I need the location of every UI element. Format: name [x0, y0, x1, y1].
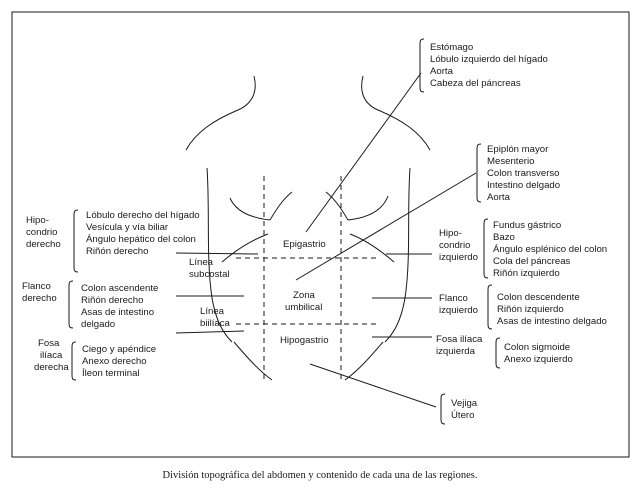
hipocondrio-derecho-name-3: derecho [26, 239, 61, 250]
zona-umbilical-label-2: umbilical [285, 302, 323, 313]
list-item: Riñón izquierdo [493, 268, 560, 279]
content-hipogastrio [451, 398, 478, 421]
flanco-izquierdo-name-2: izquierdo [439, 305, 478, 316]
linea-subcostal-label-2: subcostal [189, 269, 230, 280]
epigastrio-label: Epigastrio [283, 239, 326, 250]
linea-biiliaca-label-2: biilíaca [200, 318, 230, 329]
content-umbilical [487, 144, 560, 203]
list-item: Cola del páncreas [493, 256, 571, 267]
list-item: Mesenterio [487, 156, 535, 167]
list-item: Epiplón mayor [487, 144, 549, 155]
list-item: Cabeza del páncreas [430, 78, 521, 89]
list-item: Ángulo hepático del colon [86, 234, 196, 245]
list-item: Útero [451, 410, 475, 421]
content-fosa-iliaca-izquierda [504, 342, 573, 365]
hipocondrio-izquierdo-name-1: Hipo- [439, 228, 462, 239]
pointer-lines [176, 73, 476, 407]
zona-umbilical-label-1: Zona [293, 290, 315, 301]
list-item: Fundus gástrico [493, 220, 562, 231]
content-fosa-iliaca-derecha [82, 344, 156, 379]
flanco-izquierdo-name-1: Flanco [439, 293, 468, 304]
hipocondrio-derecho-name-2: condrio [26, 227, 58, 238]
fosa-iliaca-derecha-name-1: Fosa [38, 338, 60, 349]
list-item: Riñón derecho [81, 295, 144, 306]
list-item: Lóbulo derecho del hígado [86, 210, 200, 221]
list-item: Colon ascendente [81, 283, 159, 294]
hipocondrio-izquierdo-name-3: izquierdo [439, 252, 478, 263]
content-hipocondrio-derecho [86, 210, 200, 257]
content-flanco-izquierdo [497, 292, 607, 327]
fosa-iliaca-izquierda-name-1: Fosa ilíaca [436, 334, 483, 345]
list-item: Riñón izquierdo [497, 304, 564, 315]
list-item: Estómago [430, 42, 474, 53]
list-item: Aorta [487, 192, 510, 203]
list-item: Riñón derecho [86, 246, 149, 257]
list-item: Asas de intestino [81, 307, 155, 318]
list-item: Anexo izquierdo [504, 354, 573, 365]
list-item: Aorta [430, 66, 453, 77]
list-item: Íleon terminal [82, 368, 140, 379]
list-item: delgado [81, 319, 116, 330]
list-item: Colon sigmoide [504, 342, 571, 353]
list-item: Colon transverso [487, 168, 560, 179]
content-epigastrio [430, 42, 548, 89]
hipogastrio-label: Hipogastrio [280, 335, 329, 346]
flanco-derecho-name-2: derecho [22, 293, 57, 304]
list-item: Bazo [493, 232, 515, 243]
hipocondrio-izquierdo-name-2: condrio [439, 240, 471, 251]
list-item: Intestino delgado [487, 180, 561, 191]
list-item: Colon descendente [497, 292, 580, 303]
list-item: Vejiga [451, 398, 478, 409]
content-flanco-derecho [81, 283, 158, 330]
region-grid [236, 176, 380, 382]
list-item: Ciego y apéndice [82, 344, 157, 355]
fosa-iliaca-derecha-name-3: derecha [34, 362, 69, 373]
list-item: Anexo derecho [82, 356, 147, 367]
fosa-iliaca-izquierda-name-2: izquierda [436, 346, 475, 357]
list-item: Asas de intestino delgado [497, 316, 607, 327]
fosa-iliaca-derecha-name-2: ilíaca [40, 350, 63, 361]
flanco-derecho-name-1: Flanco [22, 281, 51, 292]
hipocondrio-derecho-name-1: Hipo- [26, 215, 49, 226]
linea-biiliaca-label-1: Línea [200, 306, 225, 317]
content-hipocondrio-izquierdo [493, 220, 607, 279]
list-item: Vesícula y vía biliar [86, 222, 169, 233]
list-item: Lóbulo izquierdo del hígado [430, 54, 548, 65]
linea-subcostal-label-1: Línea [189, 257, 214, 268]
figure-caption: División topográfica del abdomen y contenido de cada una de las regiones. [162, 470, 478, 481]
list-item: Ángulo esplénico del colon [493, 244, 608, 255]
